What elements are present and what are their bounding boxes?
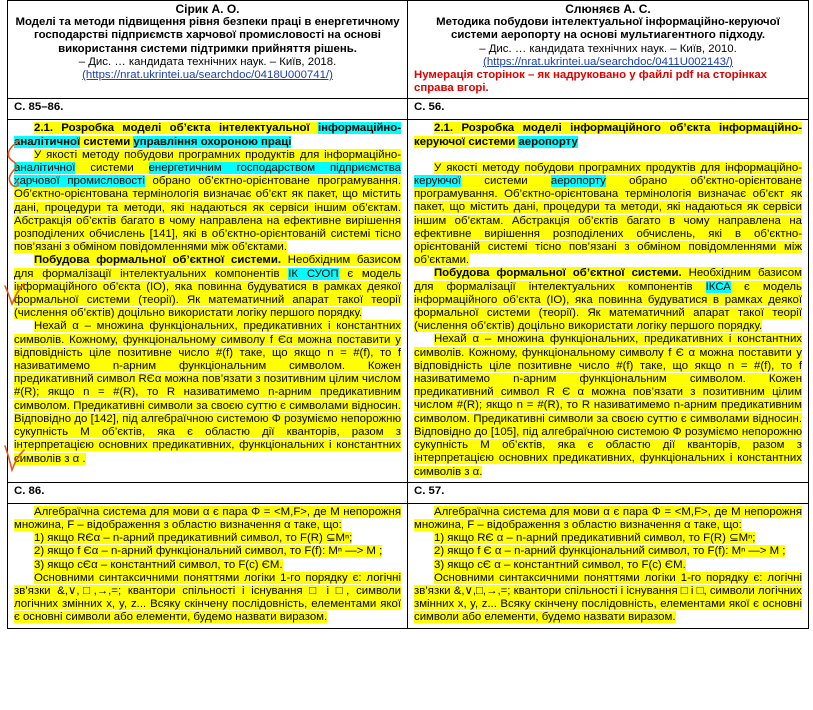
margin-check-mark-1 bbox=[5, 284, 24, 304]
left-header bbox=[8, 1, 408, 99]
right-item-2: 2) якщо f Є α – n-арний функціональний символ, то F(f): Mⁿ —> M ; bbox=[434, 545, 786, 558]
handwritten-marks bbox=[0, 0, 40, 710]
left-item-2: 2) якщо f Єα – n-арний функціональний символ, то F(f): Mⁿ —> M ; bbox=[34, 545, 383, 558]
right-paragraph-1: У якості методу побудови програмних продуктів для інформаційно-керуючої системи аеропорту обрано об’єктно-орієнтоване програмування. Об’єктно-орієнтована термінологія визначає об’єкт як пакет, що містить дані, процедури та методи, які надаються як сервіси іншим об’єктам. Абстракція об’єктів багато в чому направлена на ефективне вирішення розподілених обчислень, які в об’єктно-орієнтованій системі тісно пов’язані з обміном повідомленнями між об’єктами. bbox=[414, 161, 803, 267]
left-excerpt-1 bbox=[8, 120, 408, 482]
right-page-label-2: С. 57. bbox=[408, 482, 809, 503]
right-header bbox=[408, 1, 809, 99]
left-page-label-2: С. 86. bbox=[8, 482, 408, 503]
left-item-1: 1) якщо RЄα – n-арний предикативний символ, то F(R) ⊆Mⁿ; bbox=[34, 532, 353, 545]
left-section-heading: 2.1. Розробка моделі об’єкта інтелектуальної інформаційно-аналітичної системи управління охороною праці bbox=[14, 122, 401, 148]
left-link[interactable]: (https://nrat.ukrintei.ua/searchdoc/0418U000741/) bbox=[82, 69, 333, 82]
comparison-table bbox=[7, 0, 809, 629]
right-link[interactable]: (https://nrat.ukrintei.ua/searchdoc/0411U002143/) bbox=[483, 55, 733, 68]
page-row-1 bbox=[8, 99, 809, 120]
left-title: Моделі та методи підвищення рівня безпеки праці в енергетичному господарстві підприємств харчової промисловості на основі використання системи підтримки прийняття рішень. bbox=[15, 16, 400, 55]
left-syntax-paragraph: Основними синтаксичними поняттями логіки 1-го порядку є: логічні зв’язки &,∨,□,→,=; квантори спільності і існування □ і □, символи логічних змінних x, y, z... Всяку скінчену послідовність, елементами якої є основні символи або елементи, будемо назвати виразом. bbox=[14, 571, 401, 624]
left-citation: – Дис. … кандидата технічних наук. – Київ, 2018. bbox=[78, 55, 337, 68]
content-row-2 bbox=[8, 503, 809, 628]
right-syntax-paragraph: Основними синтаксичними поняттями логіки 1-го порядку є: логічні зв’язки &,∨,□,→,=; квантори спільності і існування □ і □, символи логічних змінних x, y, z... Всяку скінчену послідовність, елементами якої є основні символи або елементи, будемо назвати виразом. bbox=[414, 571, 802, 624]
left-paragraph-2: Побудова формальної об’єктної системи. Необхідним базисом для формалізації інтелектуальних компонентів ІК СУОП є модель інформаційного об’єкта (ІО), яка повинна будуватися в рамках деякої формальної системи (теорії). Як математичний апарат такої теорії (числення об’єктів) доцільно використати логіку першого порядку. bbox=[14, 254, 401, 320]
content-row-1 bbox=[8, 120, 809, 482]
left-item-3: 3) якщо cЄα – константний символ, то F(c) ЄM. bbox=[34, 558, 283, 571]
left-author: Сірик А. О. bbox=[175, 2, 240, 16]
header-row bbox=[8, 1, 809, 99]
left-paragraph-3: Нехай α – множина функціональних, предикативних і константних символів. Кожному, функціональному символу f Єα можна поставити у відповідність ціле позитивне число #(f) таке, що якщо n = #(f), то f називатимемо n-арним функціональним символом. Кожен предикативний символ RЄα можна пов’язати з позитивним цілим числом #(R); якщо n = #(R), то R називатимемо n-арним предикативним символом. Предикативні символи за своєю суттю є символами відносин. Відповідно до [142], під алгебраїчною системою Φ розуміємо непорожню сукупність M об’єктів, яка є областю дії кванторів, разом з інтерпретацією основних предикативних, функціональних і константних символів з α . bbox=[14, 320, 401, 465]
right-section-heading: 2.1. Розробка моделі інформаційного об’єкта інформаційно-керуючої системи аеропорту bbox=[414, 122, 802, 148]
right-citation: – Дис. … кандидата технічних наук. – Київ, 2010. bbox=[479, 42, 737, 55]
right-item-3: 3) якщо cЄ α – константний символ, то F(c) ЄM. bbox=[434, 558, 686, 571]
right-title: Методика побудови інтелектуальної інформаційно-керуючої системи аеропорту на основі мультиагентного підходу. bbox=[436, 16, 780, 42]
left-paragraph-1: У якості методу побудови програмних продуктів для інформаційно-аналітичної системи енергетичним господарством підприємства харчової промисловості обрано об’єктно-орієнтоване програмування. Об’єктно-орієнтована термінологія визначає об’єкт як пакет, що містить дані, процедури та методи, які надаються як сервіси іншим об’єктам. Абстракція об’єктів багато в чому направлена на ефективне вирішення розподілених обчислень [141], які в об’єктно-орієнтованій системі тісно пов’язані з обміном повідомленнями між об’єктами. bbox=[14, 148, 402, 254]
left-algebra-paragraph: Алгебраїчна система для мови α є пара Φ = <M,F>, де M непорожня множина, F – відображення з областю визначення α таке, що: bbox=[14, 505, 401, 531]
right-item-1: 1) якщо RЄ α – n-арний предикативний символ, то F(R) ⊆Mⁿ; bbox=[434, 532, 756, 545]
right-excerpt-2 bbox=[408, 503, 809, 628]
page-row-2 bbox=[8, 482, 809, 503]
right-paragraph-3: Нехай α – множина функціональних, предикативних і константних символів. Кожному, функціональному символу f Є α можна поставити у відповідність ціле позитивне число #(f) таке, що якщо n = #(f), то f називатимемо n-арним функціональним символом. Кожен предикативний символ R Є α можна пов’язати з позитивним цілим числом #(R); якщо n = #(R), то R називатимемо n-арним предикативним символом. Предикативні символи за своєю суттю є символами відносин. Відповідно до [105], під алгебраїчною системою Φ розуміємо непорожню сукупність M об’єктів, яка є областю дії кванторів, разом з інтерпретацією основних предикативних, функціональних і константних символів з α. bbox=[414, 333, 802, 478]
margin-bracket-mark bbox=[8, 140, 20, 186]
right-excerpt-1 bbox=[408, 120, 809, 482]
margin-check-mark-2 bbox=[5, 446, 24, 470]
left-excerpt-2 bbox=[8, 503, 408, 628]
right-author: Слюняєв А. С. bbox=[565, 2, 651, 16]
right-page-label-1: С. 56. bbox=[408, 99, 809, 120]
right-paragraph-2: Побудова формальної об’єктної системи. Необхідним базисом для формалізації інтелектуальних компонентів ІКСА є модель інформаційного об’єкта (ІО), яка повинна будуватися в рамках деякої формальної системи (теорії). Як математичний апарат такої теорії (числення об’єктів) доцільно використати логіку першого порядку. bbox=[414, 267, 802, 333]
page-numbering-note: Нумерація сторінок – як надруковано у файлі pdf на сторінках справа вгорі. bbox=[414, 69, 768, 95]
right-algebra-paragraph: Алгебраїчна система для мови α є пара Φ = <M,F>, де M непорожня множина, F – відображення з областю визначення α таке, що: bbox=[414, 505, 802, 531]
left-page-label-1: С. 85–86. bbox=[8, 99, 408, 120]
